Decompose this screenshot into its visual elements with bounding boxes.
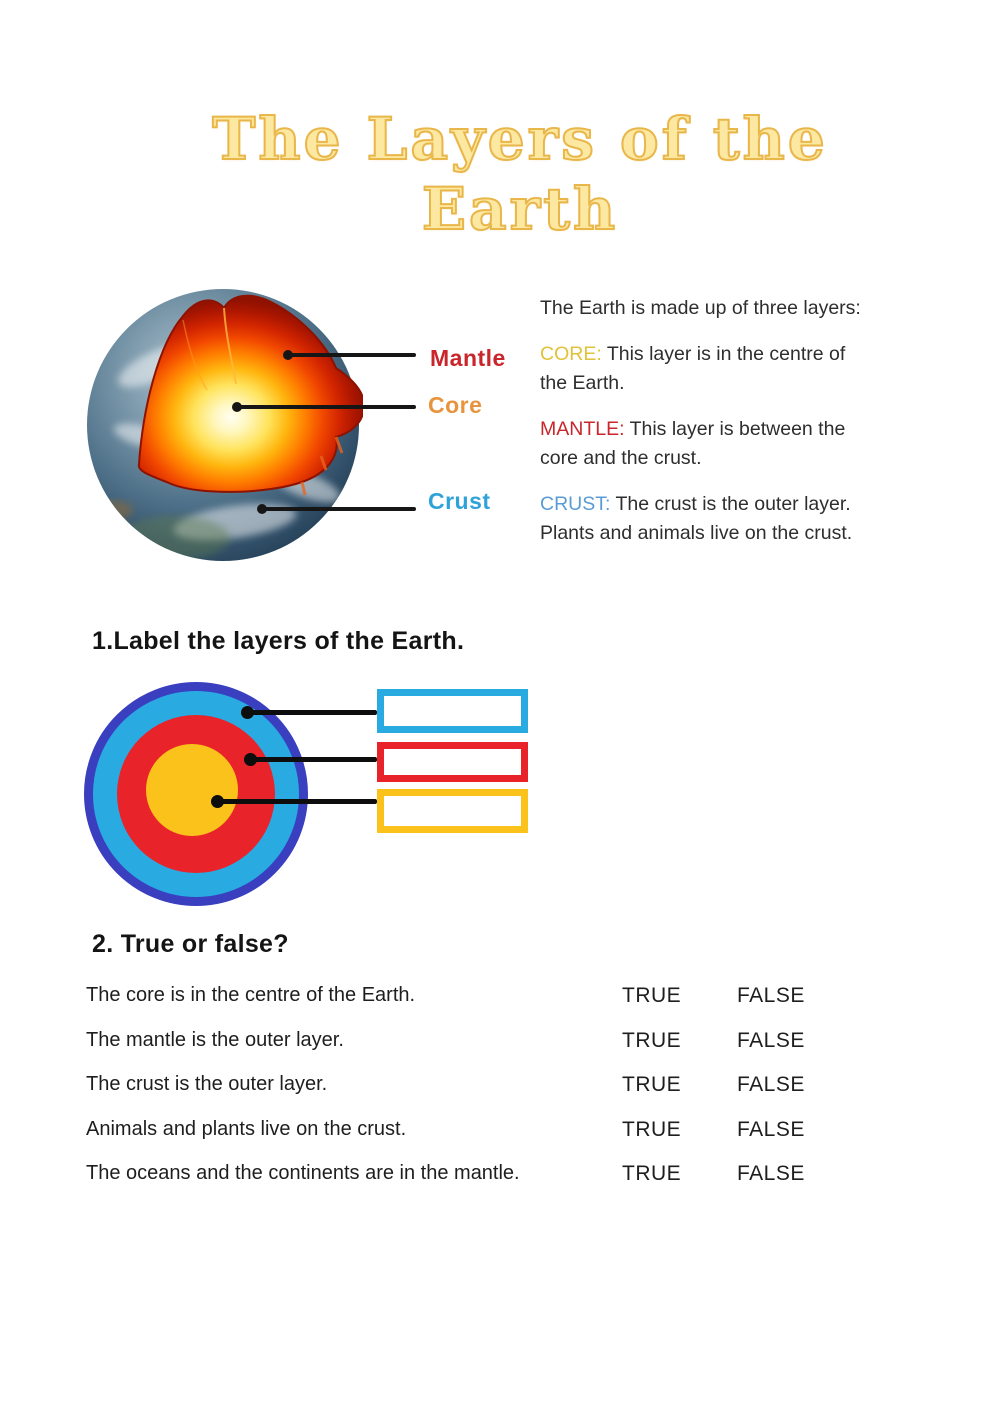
- earth-cutaway-image: [85, 286, 363, 564]
- core-keyword: CORE:: [540, 342, 602, 365]
- core-answer-input[interactable]: [377, 789, 528, 833]
- page-title-line1: The Layers of the: [212, 105, 828, 173]
- section2-heading: 2. True or false?: [92, 930, 289, 958]
- section1-heading: 1.Label the layers of the Earth.: [92, 627, 465, 655]
- crust-label: Crust: [428, 488, 491, 514]
- core-pointer-line: [236, 405, 416, 409]
- crust-description-line1: The crust is the outer layer.: [615, 492, 851, 515]
- diagram-pointer-line-core: [216, 799, 377, 804]
- tf-statement: Animals and plants live on the crust.: [86, 1118, 407, 1140]
- false-option[interactable]: FALSE: [737, 984, 805, 1007]
- true-option[interactable]: TRUE: [622, 1029, 682, 1052]
- false-option[interactable]: FALSE: [737, 1162, 805, 1185]
- false-option[interactable]: FALSE: [737, 1118, 805, 1141]
- tf-row: [86, 1162, 936, 1190]
- mantle-description-line1: This layer is between the: [629, 417, 846, 440]
- tf-statement: The mantle is the outer layer.: [86, 1029, 344, 1051]
- diagram-pointer-line-crust: [246, 710, 377, 715]
- page-title: [40, 104, 1000, 244]
- true-option[interactable]: TRUE: [622, 1118, 682, 1141]
- mantle-pointer-line: [287, 353, 416, 357]
- true-option[interactable]: TRUE: [622, 1162, 682, 1185]
- crust-pointer-line: [261, 507, 416, 511]
- mantle-description: [540, 415, 985, 474]
- core-label: Core: [428, 392, 483, 418]
- true-option[interactable]: TRUE: [622, 984, 682, 1007]
- core-description-line2: the Earth.: [540, 372, 625, 394]
- tf-row: [86, 1118, 936, 1146]
- crust-description: [540, 490, 985, 549]
- mantle-answer-input[interactable]: [377, 742, 528, 782]
- false-option[interactable]: FALSE: [737, 1029, 805, 1052]
- tf-statement: The core is in the centre of the Earth.: [86, 984, 416, 1006]
- tf-statement: The oceans and the continents are in the mantle.: [86, 1162, 520, 1184]
- false-option[interactable]: FALSE: [737, 1073, 805, 1096]
- tf-statement: The crust is the outer layer.: [86, 1073, 328, 1095]
- intro-lead: The Earth is made up of three layers:: [540, 297, 861, 319]
- tf-row: [86, 1073, 936, 1101]
- core-description-line1: This layer is in the centre of: [606, 342, 846, 365]
- crust-answer-input[interactable]: [377, 689, 528, 733]
- mantle-label: Mantle: [430, 345, 506, 371]
- mantle-description-line2: core and the crust.: [540, 447, 702, 469]
- tf-row: [86, 1029, 936, 1057]
- crust-keyword: CRUST:: [540, 492, 611, 515]
- core-description: [540, 340, 985, 399]
- crust-description-line2: Plants and animals live on the crust.: [540, 522, 853, 544]
- page-title-line2: Earth: [421, 175, 619, 243]
- true-option[interactable]: TRUE: [622, 1073, 682, 1096]
- mantle-keyword: MANTLE:: [540, 417, 625, 440]
- tf-row: [86, 984, 936, 1012]
- intro-text-block: [540, 294, 985, 565]
- diagram-pointer-line-mantle: [249, 757, 377, 762]
- layers-diagram: [84, 682, 310, 908]
